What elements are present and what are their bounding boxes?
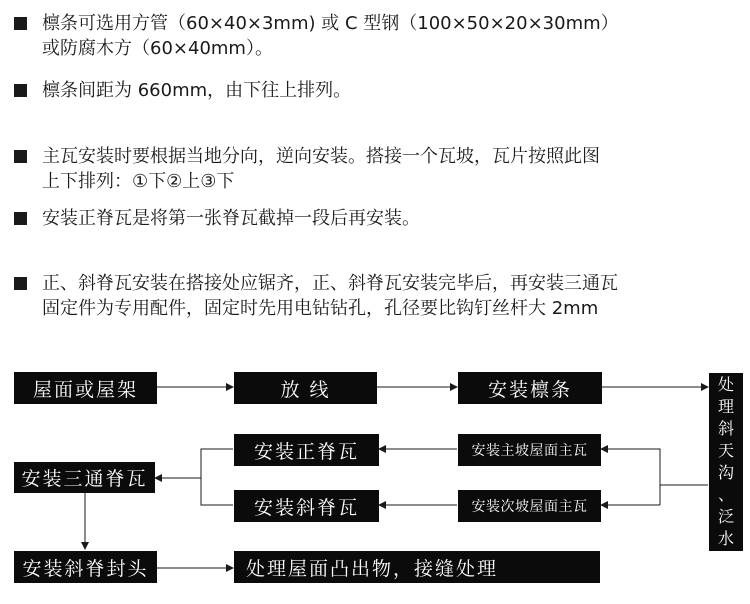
gutter-char: 理 [717,397,734,416]
gutter-char: 水 [717,529,734,548]
note-line: 或防腐木方（60×40mm）。 [42,38,273,59]
step-gutter-flashing [709,373,743,551]
note-line: 檩条间距为 660mm，由下往上排列。 [42,80,352,101]
step-hip-tile: 安装斜脊瓦 [234,490,379,522]
gutter-char: 沟 [717,463,734,482]
step-set-out: 放 线 [234,372,377,404]
branch-gutter [603,449,708,485]
step-roof-frame: 屋面或屋架 [14,372,157,404]
step-hip-cap: 安装斜脊封头 [14,551,157,583]
step-finish-joints: 处理屋面凸出物，接缝处理 [234,551,600,583]
note-line: 固定件为专用配件，固定时先用电钻钻孔，孔径要比钩钉丝杆大 2mm [42,298,599,319]
note-line: 安装正脊瓦是将第一张脊瓦截掉一段后再安装。 [42,208,420,229]
gutter-char: 天 [717,441,734,460]
step-main-tile-primary: 安装主坡屋面主瓦 [458,434,601,466]
note-line: 正、斜脊瓦安装在搭接处应锯齐，正、斜脊瓦安装完毕后，再安装三通瓦 [42,273,618,294]
step-main-tile-secondary: 安装次坡屋面主瓦 [458,490,601,522]
step-install-purlin: 安装檩条 [458,372,602,404]
step-tee-tile: 安装三通脊瓦 [14,462,155,493]
note-line: 檩条可选用方管（60×40×3mm) 或 C 型钢（100×50×20×30mm） [42,13,619,34]
gutter-char: 、 [717,485,734,504]
gutter-char: 泛 [717,507,734,526]
gutter-char: 斜 [717,419,734,438]
gutter-char: 处 [717,375,734,394]
merge-ridge-hip [201,449,233,505]
note-line: 主瓦安装时要根据当地分向，逆向安装。搭接一个瓦坡，瓦片按照此图 [42,146,600,167]
note-line: 上下排列：①下②上③下 [42,171,235,192]
step-ridge-tile: 安装正脊瓦 [234,434,379,466]
